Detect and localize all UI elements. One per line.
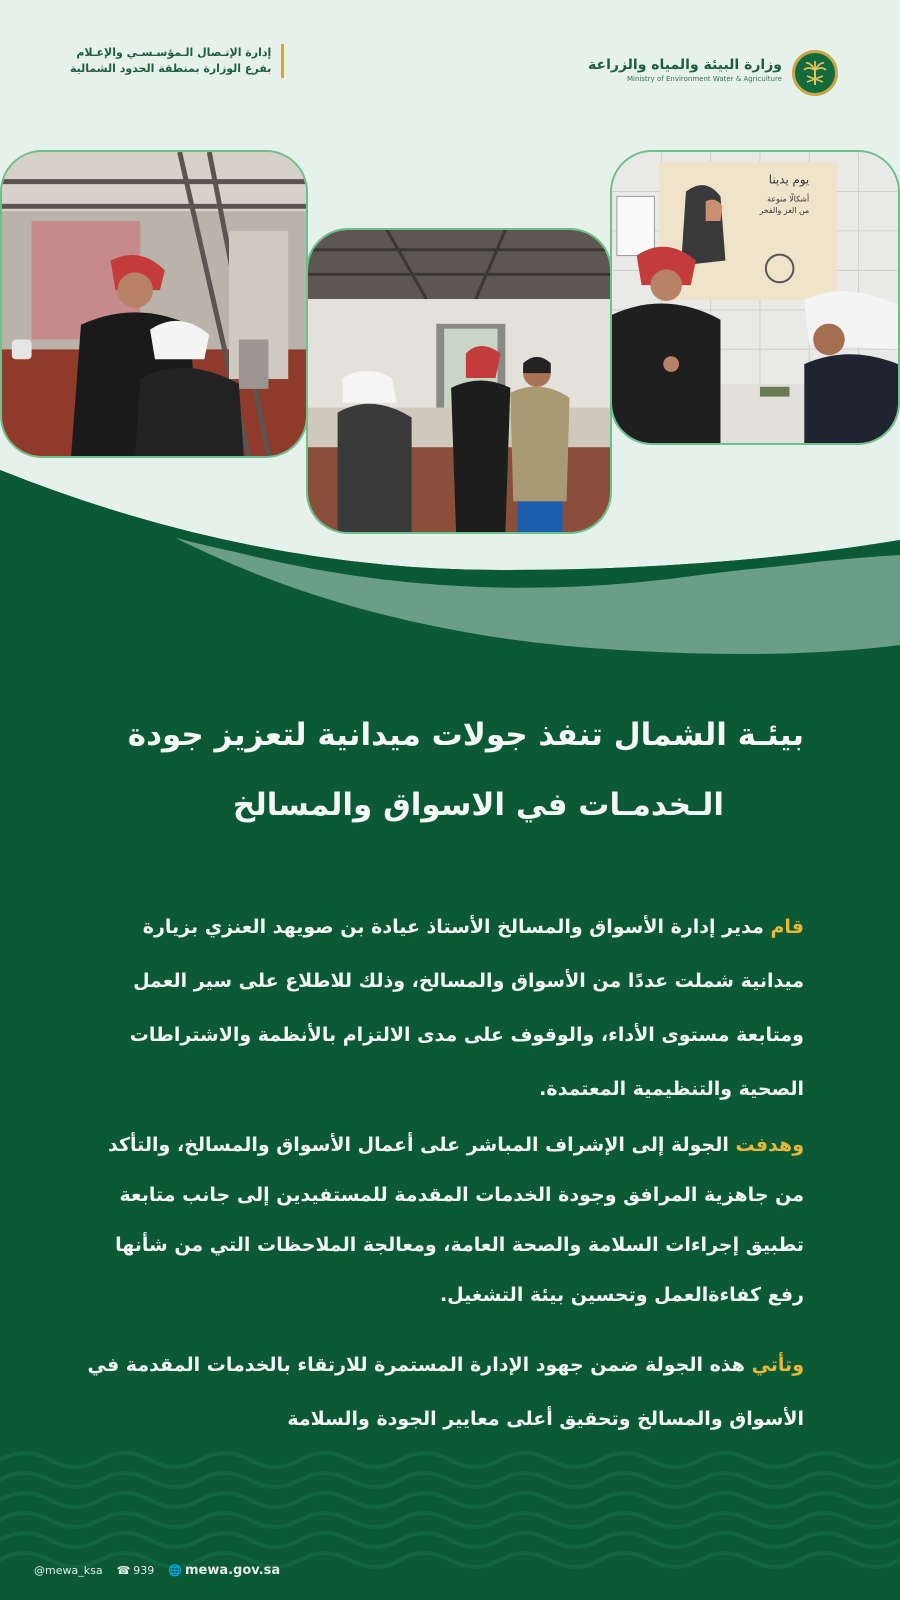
paragraph-3-text: هذه الجولة ضمن جهود الإدارة المستمرة للارتقاء بالخدمات المقدمة في الأسواق والمسالخ وتحقيق أعلى معايير الجودة والسلامة — [87, 1354, 804, 1430]
paragraph-2-text: الجولة إلى الإشراف المباشر على أعمال الأسواق والمسالخ، والتأكد من جاهزية المرافق وجودة الخدمات المقدمة للمستفيدين إلى جانب متابعة تطبيق إجراءات السلامة والصحة العامة، ومعالجة الملاحظات التي من شأنها رفع كفاءةالعمل وتحسين بيئة التشغيل. — [108, 1134, 804, 1306]
phone-icon: ☎ — [116, 1564, 131, 1577]
ministry-name-english: Ministry of Environment Water & Agriculture — [627, 75, 782, 83]
photo-slaughterhouse-inspection — [0, 150, 308, 458]
article-title — [74, 700, 804, 840]
wall-poster-heading: يوم يدينا — [768, 172, 810, 187]
social-handle[interactable]: @mewa_ksa — [34, 1564, 103, 1577]
phone-number: 939 — [133, 1564, 155, 1577]
department-line-2: بفرع الوزارة بمنطقة الحدود الشمالية — [70, 62, 272, 75]
paragraph-1-highlight: قام — [770, 916, 804, 938]
article-title-line-1: بيئـة الشمال تنفذ جولات ميدانية لتعزيز جودة — [127, 717, 804, 753]
website-link[interactable] — [168, 1563, 280, 1578]
ministry-name — [588, 56, 782, 84]
paragraph-3-highlight: وتأتي — [751, 1354, 804, 1376]
photo-office-meeting — [610, 150, 900, 445]
website-text: mewa.gov.sa — [184, 1563, 281, 1578]
paragraph-1-text: مدير إدارة الأسواق والمسالخ الأستاذ عيادة بن صويهد العنزي بزيارة ميدانية شملت عددًا من الأسواق والمسالخ، وذلك للاطلاع على سير العمل ومتابعة مستوى الأداء، والوقوف على مدى الالتزام بالأنظمة والاشتراطات الصحية والتنظيمية المعتمدة. — [129, 916, 804, 1100]
department-line-1: إدارة الإتـصال الـمؤسـسـي والإعـلام — [76, 46, 272, 59]
article-title-line-2: الـخدمـات في الاسواق والمسالخ — [232, 787, 724, 823]
wall-poster-line-3: من العز والفخر — [759, 206, 810, 216]
paragraph-2 — [74, 1120, 804, 1320]
footer — [34, 1563, 280, 1578]
phone-contact[interactable] — [117, 1564, 155, 1577]
paragraph-1 — [74, 900, 804, 1116]
department-label — [70, 44, 284, 78]
wall-poster-line-2: أشكالًا منوعة — [767, 194, 810, 204]
header — [0, 0, 900, 140]
article — [74, 700, 804, 1446]
globe-icon: 🌐 — [168, 1564, 182, 1577]
paragraph-2-highlight: وهدفت — [735, 1134, 804, 1156]
gold-divider — [281, 44, 284, 78]
ministry-name-arabic: وزارة البيئة والمياه والزراعة — [588, 57, 782, 73]
ministry-palm-logo-icon — [792, 50, 838, 96]
paragraph-3 — [74, 1338, 804, 1446]
